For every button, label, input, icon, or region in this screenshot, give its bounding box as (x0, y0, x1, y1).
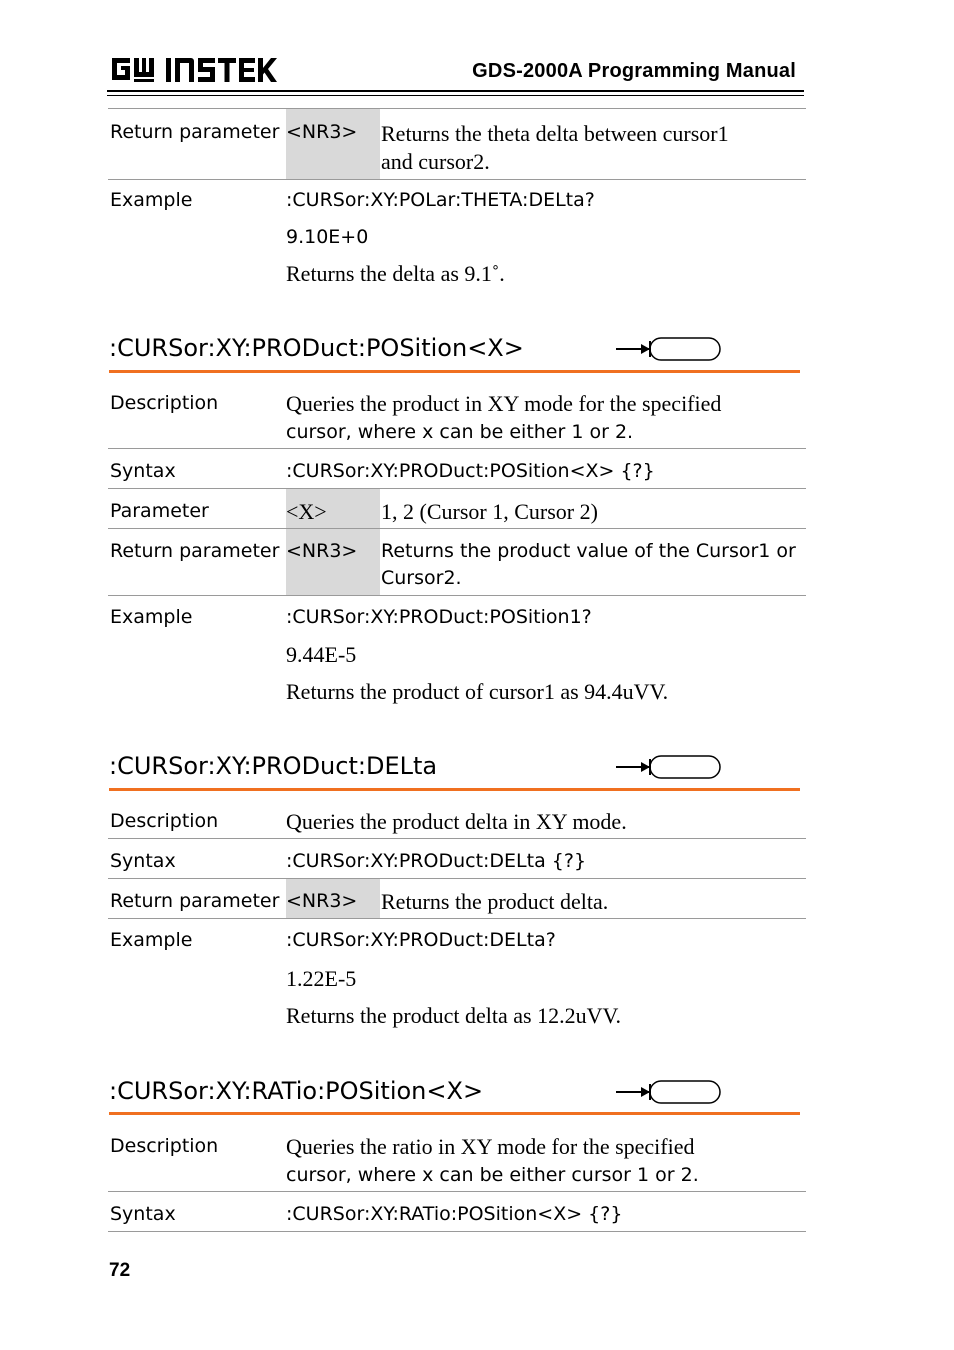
return-desc-line1: Returns the theta delta between cursor1 (381, 121, 729, 146)
parameter-type: <X> (286, 499, 327, 524)
return-desc: Returns the product delta. (381, 889, 609, 914)
example-note: Returns the product of cursor1 as 94.4uVV. (286, 679, 669, 704)
description-line1: Queries the ratio in XY mode for the specified (286, 1134, 695, 1159)
example-row (108, 596, 806, 716)
return-desc-line2: and cursor2. (381, 149, 490, 174)
section-rule (109, 370, 800, 373)
syntax-row (108, 839, 806, 879)
query-arrow-icon (615, 755, 723, 779)
description-line2: cursor, where x can be either cursor 1 or 2. (286, 1164, 699, 1186)
description-line1: Queries the product in XY mode for the specified (286, 391, 722, 416)
param-cell (286, 529, 380, 595)
example-command: :CURSor:XY:PRODuct:DELta? (286, 929, 556, 951)
return-parameter-row (108, 108, 806, 180)
query-arrow-icon (615, 1080, 723, 1104)
row-label: Return parameter (110, 540, 280, 562)
example-result: 9.10E+0 (286, 226, 369, 248)
return-type: <NR3> (286, 540, 358, 562)
example-command: :CURSor:XY:PRODuct:POSition1? (286, 606, 592, 628)
example-note: Returns the delta as 9.1˚. (286, 261, 505, 286)
syntax-text: :CURSor:XY:PRODuct:DELta {?} (286, 850, 587, 872)
example-command: :CURSor:XY:POLar:THETA:DELta? (286, 189, 595, 211)
page-number: 72 (109, 1260, 131, 1281)
example-row (108, 919, 806, 1039)
example-note: Returns the product delta as 12.2uVV. (286, 1003, 622, 1028)
section-rule (109, 1112, 800, 1115)
gw-instek-logo (110, 54, 280, 84)
row-label: Description (110, 1135, 219, 1157)
description-row (108, 798, 806, 839)
row-label: Return parameter (110, 890, 280, 912)
header-rule-thin (107, 95, 804, 96)
param-cell (286, 109, 380, 179)
row-label: Syntax (110, 460, 176, 482)
section-title: :CURSor:XY:PRODuct:DELta (109, 752, 438, 780)
parameter-row (108, 489, 806, 529)
row-label: Syntax (110, 1203, 176, 1225)
return-type: <NR3> (286, 890, 358, 912)
return-type: <NR3> (286, 121, 358, 143)
example-row (108, 179, 806, 299)
query-arrow-icon (615, 337, 723, 361)
row-label: Example (110, 606, 193, 628)
row-label: Description (110, 392, 219, 414)
section-title: :CURSor:XY:PRODuct:POSition<X> (109, 334, 524, 362)
syntax-row (108, 449, 806, 489)
row-label: Syntax (110, 850, 176, 872)
row-label: Example (110, 929, 193, 951)
example-result: 9.44E-5 (286, 642, 357, 667)
row-label: Parameter (110, 500, 209, 522)
row-label: Description (110, 810, 219, 832)
header-rule (107, 90, 804, 92)
row-label: Return parameter (110, 121, 280, 143)
example-result: 1.22E-5 (286, 966, 357, 991)
syntax-text: :CURSor:XY:RATio:POSition<X> {?} (286, 1203, 623, 1225)
syntax-text: :CURSor:XY:PRODuct:POSition<X> {?} (286, 460, 655, 482)
parameter-desc: 1, 2 (Cursor 1, Cursor 2) (381, 499, 598, 524)
description-row (108, 1123, 806, 1192)
row-label: Example (110, 189, 193, 211)
return-parameter-row (108, 879, 806, 919)
return-desc-line2: Cursor2. (381, 567, 462, 589)
manual-title: GDS-2000A Programming Manual (472, 60, 796, 82)
return-desc-line1: Returns the product value of the Cursor1 or (381, 540, 796, 562)
description-text: Queries the product delta in XY mode. (286, 809, 627, 834)
section-title: :CURSor:XY:RATio:POSition<X> (109, 1077, 484, 1105)
description-line2: cursor, where x can be either 1 or 2. (286, 421, 634, 443)
return-parameter-row (108, 529, 806, 596)
description-row (108, 380, 806, 449)
section-rule (109, 788, 800, 791)
syntax-row (108, 1192, 806, 1232)
